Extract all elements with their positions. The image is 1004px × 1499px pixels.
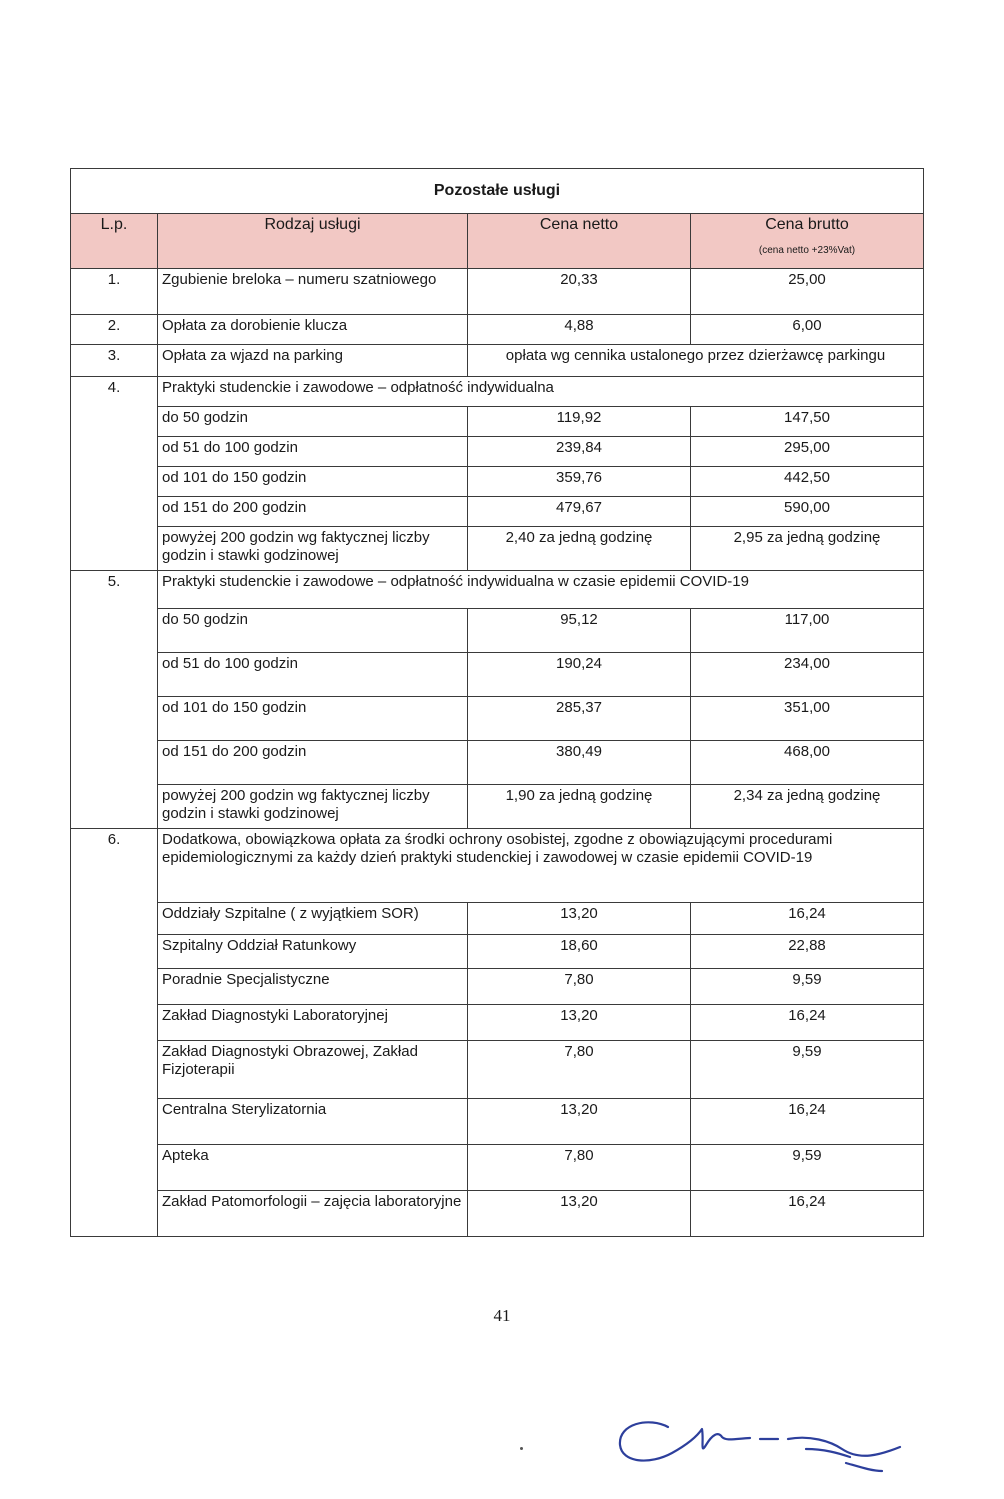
row-brutto: 295,00 [691, 437, 924, 467]
header-row [71, 214, 924, 269]
row-label: od 101 do 150 godzin [158, 697, 468, 741]
row-brutto: 9,59 [691, 969, 924, 1005]
row-brutto: 16,24 [691, 1191, 924, 1237]
row-netto: 285,37 [468, 697, 691, 741]
row-netto: 13,20 [468, 1099, 691, 1145]
row-label: od 151 do 200 godzin [158, 741, 468, 785]
row-brutto: 351,00 [691, 697, 924, 741]
row-netto: 7,80 [468, 1145, 691, 1191]
row-netto: 190,24 [468, 653, 691, 697]
row-netto: 13,20 [468, 1005, 691, 1041]
table-row [71, 315, 924, 345]
row-service: Opłata za dorobienie klucza [158, 315, 468, 345]
row-lp: 1. [71, 269, 158, 315]
row-netto: 20,33 [468, 269, 691, 315]
table-title: Pozostałe usługi [71, 169, 924, 214]
row-brutto: 9,59 [691, 1041, 924, 1099]
table-row [71, 653, 924, 697]
row-netto: 4,88 [468, 315, 691, 345]
section-4-lp: 4. [71, 377, 158, 571]
table-row [71, 903, 924, 935]
table-row [71, 1099, 924, 1145]
table-row [71, 785, 924, 829]
table-row [71, 1145, 924, 1191]
row-brutto: 234,00 [691, 653, 924, 697]
row-netto: 479,67 [468, 497, 691, 527]
row-netto: 239,84 [468, 437, 691, 467]
header-brutto [691, 214, 924, 269]
table-row [71, 497, 924, 527]
table-row [71, 697, 924, 741]
row-brutto: 9,59 [691, 1145, 924, 1191]
row-brutto: 6,00 [691, 315, 924, 345]
table-row [71, 467, 924, 497]
table-row [71, 935, 924, 969]
section-6-lp: 6. [71, 829, 158, 1237]
table-row [71, 1191, 924, 1237]
row-brutto: 468,00 [691, 741, 924, 785]
section-5-title: Praktyki studenckie i zawodowe – odpłatność indywidualna w czasie epidemii COVID-19 [158, 571, 924, 609]
section-4-title: Praktyki studenckie i zawodowe – odpłatność indywidualna [158, 377, 924, 407]
row-brutto: 16,24 [691, 1005, 924, 1041]
header-service: Rodzaj usługi [158, 214, 468, 269]
row-label: Szpitalny Oddział Ratunkowy [158, 935, 468, 969]
section-4-header [71, 377, 924, 407]
row-netto: 18,60 [468, 935, 691, 969]
row-netto: 359,76 [468, 467, 691, 497]
row-label: do 50 godzin [158, 407, 468, 437]
row-netto: 2,40 za jedną godzinę [468, 527, 691, 571]
row-brutto: 147,50 [691, 407, 924, 437]
row-service: Zgubienie breloka – numeru szatniowego [158, 269, 468, 315]
row-lp: 2. [71, 315, 158, 345]
row-brutto: 22,88 [691, 935, 924, 969]
row-brutto: 117,00 [691, 609, 924, 653]
page-number: 41 [493, 1306, 511, 1325]
header-lp: L.p. [71, 214, 158, 269]
row-netto: 1,90 za jedną godzinę [468, 785, 691, 829]
table-row [71, 437, 924, 467]
price-table [70, 168, 924, 1237]
row-label: Zakład Diagnostyki Obrazowej, Zakład Fizjoterapii [158, 1041, 468, 1099]
stray-mark [520, 1447, 523, 1450]
table-row [71, 269, 924, 315]
section-6-header [71, 829, 924, 903]
row-netto: 13,20 [468, 1191, 691, 1237]
table-row [71, 741, 924, 785]
row-label: od 101 do 150 godzin [158, 467, 468, 497]
row-netto: 7,80 [468, 969, 691, 1005]
row-label: od 151 do 200 godzin [158, 497, 468, 527]
row-brutto: 2,34 za jedną godzinę [691, 785, 924, 829]
table-row [71, 527, 924, 571]
table-row [71, 609, 924, 653]
signature-icon [610, 1405, 910, 1485]
row-price-note: opłata wg cennika ustalonego przez dzierżawcę parkingu [468, 345, 924, 377]
row-label: Zakład Patomorfologii – zajęcia laboratoryjne [158, 1191, 468, 1237]
table-row [71, 1005, 924, 1041]
table-row [71, 969, 924, 1005]
row-brutto: 25,00 [691, 269, 924, 315]
table-row [71, 407, 924, 437]
row-label: Poradnie Specjalistyczne [158, 969, 468, 1005]
row-netto: 95,12 [468, 609, 691, 653]
row-label: Centralna Sterylizatornia [158, 1099, 468, 1145]
row-lp: 3. [71, 345, 158, 377]
row-label: Zakład Diagnostyki Laboratoryjnej [158, 1005, 468, 1041]
section-5-header [71, 571, 924, 609]
row-label: od 51 do 100 godzin [158, 653, 468, 697]
row-label: powyżej 200 godzin wg faktycznej liczby godzin i stawki godzinowej [158, 527, 468, 571]
section-6-title: Dodatkowa, obowiązkowa opłata za środki ochrony osobistej, zgodne z obowiązującymi procedurami epidemiologicznymi za każdy dzień praktyki studenckiej i zawodowej w czasie epidemii COVID-19 [158, 829, 924, 903]
row-label: powyżej 200 godzin wg faktycznej liczby godzin i stawki godzinowej [158, 785, 468, 829]
header-netto: Cena netto [468, 214, 691, 269]
row-netto: 380,49 [468, 741, 691, 785]
row-brutto: 16,24 [691, 1099, 924, 1145]
table-row [71, 345, 924, 377]
row-brutto: 590,00 [691, 497, 924, 527]
row-service: Opłata za wjazd na parking [158, 345, 468, 377]
row-brutto: 442,50 [691, 467, 924, 497]
header-brutto-note: (cena netto +23%Vat) [758, 245, 856, 256]
row-label: do 50 godzin [158, 609, 468, 653]
row-label: od 51 do 100 godzin [158, 437, 468, 467]
section-5-lp: 5. [71, 571, 158, 829]
row-brutto: 2,95 za jedną godzinę [691, 527, 924, 571]
row-brutto: 16,24 [691, 903, 924, 935]
header-brutto-label: Cena brutto [765, 216, 849, 233]
row-label: Oddziały Szpitalne ( z wyjątkiem SOR) [158, 903, 468, 935]
table-row [71, 1041, 924, 1099]
row-netto: 13,20 [468, 903, 691, 935]
row-label: Apteka [158, 1145, 468, 1191]
row-netto: 119,92 [468, 407, 691, 437]
row-netto: 7,80 [468, 1041, 691, 1099]
